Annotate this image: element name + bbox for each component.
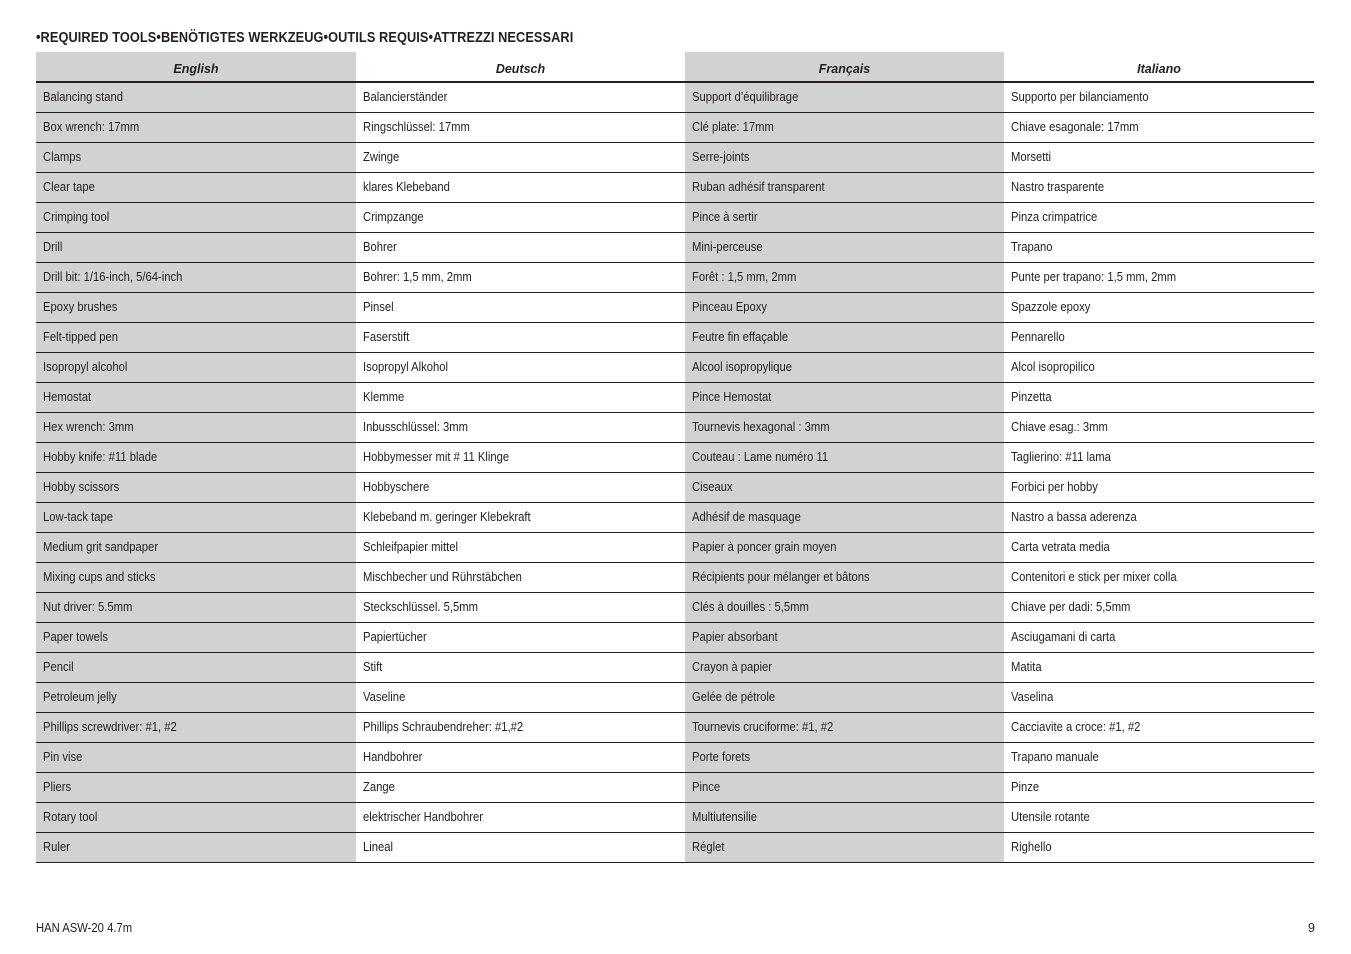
cell-text: Pinsel xyxy=(363,300,394,314)
cell-text: Isopropyl alcohol xyxy=(43,360,128,374)
cell-francais xyxy=(685,682,1004,712)
cell-italiano xyxy=(1004,802,1314,832)
cell-francais xyxy=(685,82,1004,112)
cell-english xyxy=(36,352,356,382)
cell-text: Pince Hemostat xyxy=(692,390,772,404)
table-row xyxy=(36,172,1314,202)
cell-deutsch xyxy=(356,682,685,712)
cell-italiano xyxy=(1004,262,1314,292)
cell-italiano xyxy=(1004,652,1314,682)
cell-text: Alcool isopropylique xyxy=(692,360,793,374)
cell-francais xyxy=(685,322,1004,352)
cell-text: Rotary tool xyxy=(43,810,98,824)
cell-text: Hobbymesser mit # 11 Klinge xyxy=(363,450,510,464)
cell-deutsch xyxy=(356,502,685,532)
cell-text: Réglet xyxy=(692,840,725,854)
cell-text: Alcol isopropilico xyxy=(1011,360,1095,374)
cell-francais xyxy=(685,562,1004,592)
column-header-italiano: Italiano xyxy=(1004,52,1314,82)
table-body xyxy=(36,82,1314,862)
cell-text: Righello xyxy=(1011,840,1052,854)
cell-text: Chiave esag.: 3mm xyxy=(1011,420,1108,434)
cell-text: Gelée de pétrole xyxy=(692,690,776,704)
cell-deutsch xyxy=(356,712,685,742)
cell-francais xyxy=(685,772,1004,802)
cell-text: Felt-tipped pen xyxy=(43,330,119,344)
cell-deutsch xyxy=(356,412,685,442)
column-header-deutsch: Deutsch xyxy=(356,52,685,82)
table-row xyxy=(36,232,1314,262)
table-row xyxy=(36,322,1314,352)
cell-text: Petroleum jelly xyxy=(43,690,117,704)
cell-text: Pinzetta xyxy=(1011,390,1052,404)
cell-english xyxy=(36,682,356,712)
cell-italiano xyxy=(1004,412,1314,442)
cell-text: Nastro a bassa aderenza xyxy=(1011,510,1137,524)
cell-text: Zwinge xyxy=(363,150,400,164)
cell-text: Trapano xyxy=(1011,240,1053,254)
cell-text: Matita xyxy=(1011,660,1042,674)
cell-english xyxy=(36,142,356,172)
cell-text: Feutre fin effaçable xyxy=(692,330,789,344)
cell-text: Mischbecher und Rührstäbchen xyxy=(363,570,522,584)
cell-deutsch xyxy=(356,112,685,142)
cell-deutsch xyxy=(356,142,685,172)
cell-francais xyxy=(685,232,1004,262)
table-row xyxy=(36,112,1314,142)
cell-italiano xyxy=(1004,772,1314,802)
table-row xyxy=(36,712,1314,742)
cell-text: Klebeband m. geringer Klebekraft xyxy=(363,510,531,524)
table-row xyxy=(36,202,1314,232)
cell-text: Porte forets xyxy=(692,750,751,764)
cell-text: Support d’équilibrage xyxy=(692,90,799,105)
cell-text: Faserstift xyxy=(363,330,410,344)
table-row xyxy=(36,802,1314,832)
required-tools-table xyxy=(36,52,1314,863)
cell-english xyxy=(36,322,356,352)
cell-english xyxy=(36,712,356,742)
cell-text: Couteau : Lame numéro 11 xyxy=(692,450,829,464)
cell-text: Ringschlüssel: 17mm xyxy=(363,120,470,134)
cell-english xyxy=(36,502,356,532)
cell-italiano xyxy=(1004,472,1314,502)
cell-italiano xyxy=(1004,172,1314,202)
cell-italiano xyxy=(1004,832,1314,862)
cell-deutsch xyxy=(356,442,685,472)
cell-text: Hobbyschere xyxy=(363,480,430,494)
cell-text: Crimpzange xyxy=(363,210,424,224)
cell-english xyxy=(36,112,356,142)
cell-italiano xyxy=(1004,532,1314,562)
cell-text: Clamps xyxy=(43,150,82,164)
cell-italiano xyxy=(1004,142,1314,172)
cell-text: Medium grit sandpaper xyxy=(43,540,159,554)
cell-text: Box wrench: 17mm xyxy=(43,120,140,134)
cell-text: Phillips Schraubendreher: #1,#2 xyxy=(363,720,524,734)
cell-text: Pliers xyxy=(43,780,72,794)
cell-francais xyxy=(685,442,1004,472)
cell-text: Clés à douilles : 5,5mm xyxy=(692,600,809,614)
cell-text: Mixing cups and sticks xyxy=(43,570,156,584)
cell-text: Chiave esagonale: 17mm xyxy=(1011,120,1139,134)
cell-deutsch xyxy=(356,172,685,202)
cell-text: Schleifpapier mittel xyxy=(363,540,459,554)
cell-english xyxy=(36,742,356,772)
cell-italiano xyxy=(1004,232,1314,262)
cell-english xyxy=(36,232,356,262)
table-row xyxy=(36,772,1314,802)
cell-text: Nut driver: 5.5mm xyxy=(43,600,133,614)
cell-text: Bohrer: 1,5 mm, 2mm xyxy=(363,270,472,284)
table-row xyxy=(36,442,1314,472)
cell-text: Pinceau Epoxy xyxy=(692,300,768,314)
cell-english xyxy=(36,832,356,862)
cell-francais xyxy=(685,832,1004,862)
cell-francais xyxy=(685,592,1004,622)
table-row xyxy=(36,412,1314,442)
cell-text: Vaselina xyxy=(1011,690,1054,704)
cell-text: Serre-joints xyxy=(692,150,750,164)
cell-italiano xyxy=(1004,742,1314,772)
cell-text: Punte per trapano: 1,5 mm, 2mm xyxy=(1011,270,1177,284)
cell-text: Forêt : 1,5 mm, 2mm xyxy=(692,270,797,284)
cell-english xyxy=(36,532,356,562)
cell-text: Pinze xyxy=(1011,780,1040,794)
cell-text: Cacciavite a croce: #1, #2 xyxy=(1011,720,1141,734)
cell-francais xyxy=(685,172,1004,202)
cell-italiano xyxy=(1004,382,1314,412)
cell-francais xyxy=(685,742,1004,772)
table-row xyxy=(36,622,1314,652)
cell-text: Epoxy brushes xyxy=(43,300,118,314)
cell-english xyxy=(36,202,356,232)
cell-deutsch xyxy=(356,292,685,322)
cell-text: Isopropyl Alkohol xyxy=(363,360,449,374)
cell-deutsch xyxy=(356,802,685,832)
footer-model-name: HAN ASW-20 4.7m xyxy=(36,921,133,935)
cell-deutsch xyxy=(356,562,685,592)
cell-deutsch xyxy=(356,532,685,562)
column-header-english: English xyxy=(36,52,356,82)
cell-francais xyxy=(685,292,1004,322)
cell-text: Ciseaux xyxy=(692,480,733,494)
cell-francais xyxy=(685,622,1004,652)
cell-francais xyxy=(685,802,1004,832)
cell-francais xyxy=(685,532,1004,562)
cell-english xyxy=(36,802,356,832)
page-heading: •REQUIRED TOOLS•BENÖTIGTES WERKZEUG•OUTILS REQUIS•ATTREZZI NECESSARI xyxy=(36,30,574,46)
cell-deutsch xyxy=(356,622,685,652)
cell-text: Trapano manuale xyxy=(1011,750,1099,764)
table-row xyxy=(36,832,1314,862)
cell-deutsch xyxy=(356,232,685,262)
cell-text: Adhésif de masquage xyxy=(692,510,801,524)
cell-english xyxy=(36,172,356,202)
cell-english xyxy=(36,262,356,292)
cell-text: Handbohrer xyxy=(363,750,423,764)
cell-english xyxy=(36,622,356,652)
cell-deutsch xyxy=(356,322,685,352)
table-row xyxy=(36,262,1314,292)
cell-italiano xyxy=(1004,442,1314,472)
cell-text: Crimping tool xyxy=(43,210,110,224)
cell-text: Inbusschlüssel: 3mm xyxy=(363,420,469,434)
cell-text: Hobby scissors xyxy=(43,480,120,494)
cell-text: Pennarello xyxy=(1011,330,1065,344)
table-row xyxy=(36,742,1314,772)
cell-italiano xyxy=(1004,502,1314,532)
cell-text: Phillips screwdriver: #1, #2 xyxy=(43,720,177,734)
cell-italiano xyxy=(1004,322,1314,352)
cell-francais xyxy=(685,142,1004,172)
cell-text: Lineal xyxy=(363,840,394,854)
cell-text: Morsetti xyxy=(1011,150,1052,164)
cell-deutsch xyxy=(356,592,685,622)
cell-deutsch xyxy=(356,832,685,862)
cell-deutsch xyxy=(356,202,685,232)
footer-page-number: 9 xyxy=(1308,921,1315,935)
cell-italiano xyxy=(1004,292,1314,322)
table-row xyxy=(36,142,1314,172)
cell-text: Drill xyxy=(43,240,63,254)
cell-text: Taglierino: #11 lama xyxy=(1011,450,1111,464)
cell-text: Pince xyxy=(692,780,721,794)
cell-text: Chiave per dadi: 5,5mm xyxy=(1011,600,1131,614)
table-row xyxy=(36,352,1314,382)
cell-english xyxy=(36,772,356,802)
cell-text: Zange xyxy=(363,780,395,794)
cell-text: Contenitori e stick per mixer colla xyxy=(1011,570,1177,584)
cell-text: Pince à sertir xyxy=(692,210,758,224)
cell-italiano xyxy=(1004,352,1314,382)
cell-english xyxy=(36,652,356,682)
cell-deutsch xyxy=(356,352,685,382)
cell-text: Low-tack tape xyxy=(43,510,114,524)
cell-francais xyxy=(685,352,1004,382)
cell-text: Clé plate: 17mm xyxy=(692,120,774,134)
cell-text: Forbici per hobby xyxy=(1011,480,1098,494)
cell-english xyxy=(36,442,356,472)
cell-text: Asciugamani di carta xyxy=(1011,630,1116,644)
cell-francais xyxy=(685,652,1004,682)
cell-italiano xyxy=(1004,112,1314,142)
cell-text: Carta vetrata media xyxy=(1011,540,1110,554)
cell-italiano xyxy=(1004,82,1314,112)
cell-text: Papier à poncer grain moyen xyxy=(692,540,837,554)
cell-text: Steckschlüssel. 5,5mm xyxy=(363,600,479,614)
cell-text: Hex wrench: 3mm xyxy=(43,420,134,434)
table-row xyxy=(36,292,1314,322)
cell-text: Ruler xyxy=(43,840,70,854)
cell-text: Supporto per bilanciamento xyxy=(1011,90,1149,105)
cell-text: Ruban adhésif transparent xyxy=(692,180,825,194)
cell-text: Bohrer xyxy=(363,240,397,254)
cell-english xyxy=(36,82,356,112)
cell-francais xyxy=(685,112,1004,142)
table-header-row xyxy=(36,52,1314,82)
table-row xyxy=(36,82,1314,112)
cell-text: Tournevis cruciforme: #1, #2 xyxy=(692,720,834,734)
cell-text: Papier absorbant xyxy=(692,630,778,644)
cell-deutsch xyxy=(356,652,685,682)
table-row xyxy=(36,562,1314,592)
cell-text: Crayon à papier xyxy=(692,660,773,674)
cell-text: Balancierständer xyxy=(363,90,448,105)
table-row xyxy=(36,382,1314,412)
cell-text: elektrischer Handbohrer xyxy=(363,810,484,824)
cell-deutsch xyxy=(356,742,685,772)
cell-english xyxy=(36,592,356,622)
table-row xyxy=(36,532,1314,562)
cell-text: Drill bit: 1/16-inch, 5/64-inch xyxy=(43,270,183,284)
cell-text: Hemostat xyxy=(43,390,92,404)
cell-text: Hobby knife: #11 blade xyxy=(43,450,158,464)
cell-deutsch xyxy=(356,82,685,112)
cell-text: Multiutensilie xyxy=(692,810,758,824)
cell-text: Récipients pour mélanger et bâtons xyxy=(692,570,870,584)
cell-text: Pinza crimpatrice xyxy=(1011,210,1098,224)
table-row xyxy=(36,682,1314,712)
table-row xyxy=(36,652,1314,682)
cell-text: Pencil xyxy=(43,660,74,674)
cell-italiano xyxy=(1004,682,1314,712)
cell-francais xyxy=(685,382,1004,412)
cell-italiano xyxy=(1004,622,1314,652)
cell-text: Paper towels xyxy=(43,630,109,644)
table-row xyxy=(36,502,1314,532)
cell-text: Stift xyxy=(363,660,383,674)
cell-italiano xyxy=(1004,712,1314,742)
cell-text: Balancing stand xyxy=(43,90,124,105)
cell-deutsch xyxy=(356,262,685,292)
cell-english xyxy=(36,382,356,412)
cell-text: Nastro trasparente xyxy=(1011,180,1105,194)
cell-italiano xyxy=(1004,562,1314,592)
cell-english xyxy=(36,472,356,502)
table-row xyxy=(36,592,1314,622)
cell-francais xyxy=(685,202,1004,232)
table-row xyxy=(36,472,1314,502)
cell-text: Utensile rotante xyxy=(1011,810,1090,824)
cell-english xyxy=(36,412,356,442)
cell-deutsch xyxy=(356,472,685,502)
cell-francais xyxy=(685,412,1004,442)
cell-text: Vaseline xyxy=(363,690,406,704)
cell-francais xyxy=(685,502,1004,532)
cell-deutsch xyxy=(356,382,685,412)
cell-text: Papiertücher xyxy=(363,630,427,644)
cell-francais xyxy=(685,712,1004,742)
cell-francais xyxy=(685,472,1004,502)
cell-text: Klemme xyxy=(363,390,405,404)
cell-text: Clear tape xyxy=(43,180,95,194)
cell-text: Mini-perceuse xyxy=(692,240,763,254)
cell-english xyxy=(36,562,356,592)
cell-text: Spazzole epoxy xyxy=(1011,300,1091,314)
column-header-francais: Français xyxy=(685,52,1004,82)
cell-italiano xyxy=(1004,592,1314,622)
cell-english xyxy=(36,292,356,322)
cell-deutsch xyxy=(356,772,685,802)
cell-text: Tournevis hexagonal : 3mm xyxy=(692,420,830,434)
cell-francais xyxy=(685,262,1004,292)
cell-text: klares Klebeband xyxy=(363,180,450,194)
cell-text: Pin vise xyxy=(43,750,83,764)
cell-italiano xyxy=(1004,202,1314,232)
